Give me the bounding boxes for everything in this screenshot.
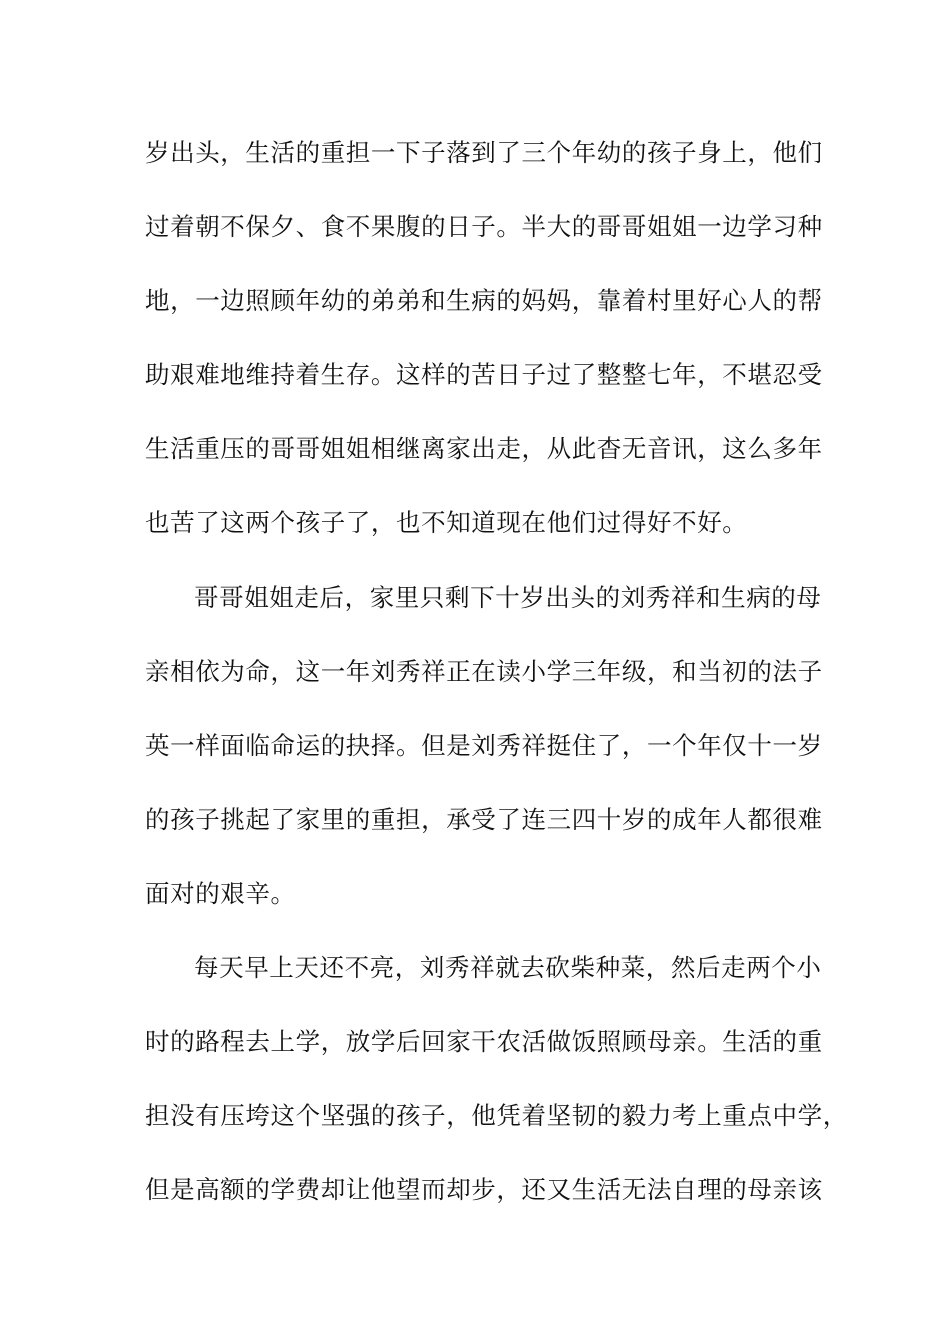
- text-line: 助艰难地维持着生存。这样的苦日子过了整整七年，不堪忍受: [145, 360, 823, 389]
- text-line: 也苦了这两个孩子了，也不知道现在他们过得好不好。: [145, 508, 748, 537]
- text-line: 时的路程去上学，放学后回家干农活做饭照顾母亲。生活的重: [145, 1027, 823, 1056]
- paragraph-start-line: 哥哥姐姐走后，家里只剩下十岁出头的刘秀祥和生病的母: [194, 583, 822, 612]
- text-line: 担没有压垮这个坚强的孩子，他凭着坚韧的毅力考上重点中学，: [145, 1101, 848, 1130]
- text-line: 的孩子挑起了家里的重担，承受了连三四十岁的成年人都很难: [145, 805, 823, 834]
- text-line: 但是高额的学费却让他望而却步，还又生活无法自理的母亲该: [145, 1175, 823, 1204]
- text-line: 地，一边照顾年幼的弟弟和生病的妈妈，靠着村里好心人的帮: [145, 286, 823, 315]
- text-line: 亲相依为命，这一年刘秀祥正在读小学三年级，和当初的法子: [145, 657, 823, 686]
- text-line: 生活重压的哥哥姐姐相继离家出走，从此杳无音讯，这么多年: [145, 434, 823, 463]
- text-line: 过着朝不保夕、食不果腹的日子。半大的哥哥姐姐一边学习种: [145, 212, 823, 241]
- paragraph-start-line: 每天早上天还不亮，刘秀祥就去砍柴种菜，然后走两个小: [194, 953, 822, 982]
- text-line: 面对的艰辛。: [145, 879, 296, 908]
- text-line: 岁出头，生活的重担一下子落到了三个年幼的孩子身上，他们: [145, 138, 823, 167]
- text-line: 英一样面临命运的抉择。但是刘秀祥挺住了，一个年仅十一岁: [145, 731, 823, 760]
